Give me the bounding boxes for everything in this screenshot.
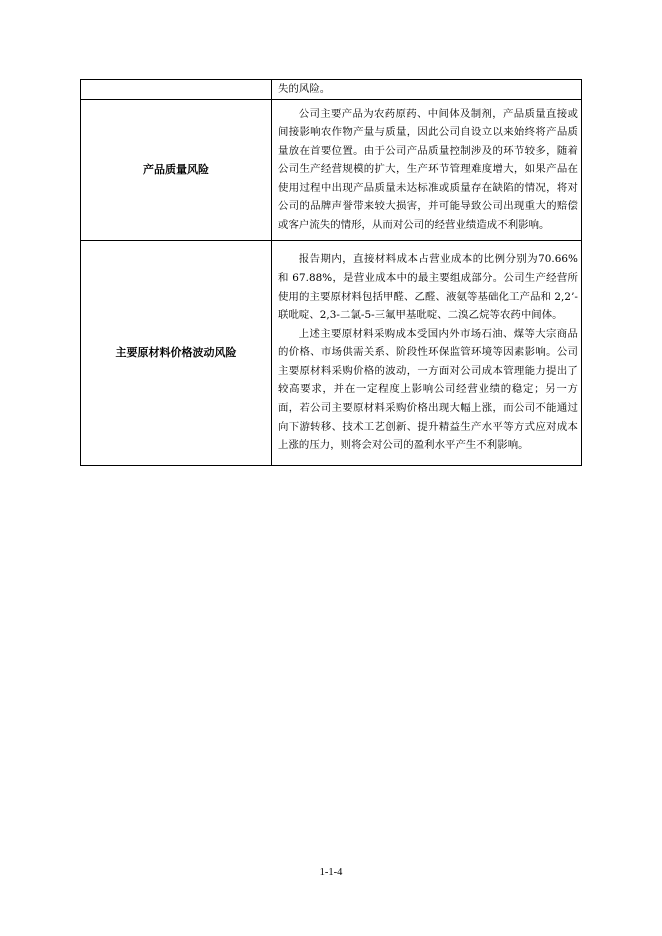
risk-description-cell [272,99,582,240]
table-row [81,99,582,240]
risk-label-cell [81,80,272,100]
risk-description-cell [272,240,582,465]
risk-description-paragraph: 报告期内，直接材料成本占营业成本的比例分别为70.66%和 67.88%，是营业成本中的最主要组成部分。公司生产经营所使用的主要原材料包括甲醛、乙醛、液氨等基础化工产品和 2,2’-联吡啶、2,3-二氯-5-三氟甲基吡啶、二溴乙烷等农药中间体。 [278,253,578,322]
risk-description-cell [272,80,582,100]
table-row [81,240,582,465]
risk-label-cell: 产品质量风险 [81,99,272,240]
risk-description-paragraph: 公司主要产品为农药原药、中间体及制剂，产品质量直接或间接影响农作物产量与质量，因此公司自设立以来始终将产品质量放在首要位置。由于公司产品质量控制涉及的环节较多，随着公司生产经营规模的扩大，生产环节管理难度增大，如果产品在使用过程中出现产品质量未达标准或质量存在缺陷的情况，将对公司的品牌声誉带来较大损害，并可能导致公司出现重大的赔偿或客户流失的情形，从而对公司的经营业绩造成不利影响。 [278,107,578,232]
risk-description-paragraph: 上述主要原材料采购成本受国内外市场石油、煤等大宗商品的价格、市场供需关系、阶段性环保监管环境等因素影响。公司主要原材料采购价格的波动，一方面对公司成本管理能力提出了较高要求，并在一定程度上影响公司经营业绩的稳定；另一方面，若公司主要原材料采购价格出现大幅上涨，而公司不能通过向下游转移、技术工艺创新、提升精益生产水平等方式应对成本上涨的压力，则将会对公司的盈利水平产生不利影响。 [278,327,578,452]
page-number: 1-1-4 [319,867,343,878]
risk-description-paragraph: 失的风险。 [278,83,331,95]
table-row [81,80,582,100]
risk-label-cell: 主要原材料价格波动风险 [81,240,272,465]
risk-factor-table [80,79,582,466]
